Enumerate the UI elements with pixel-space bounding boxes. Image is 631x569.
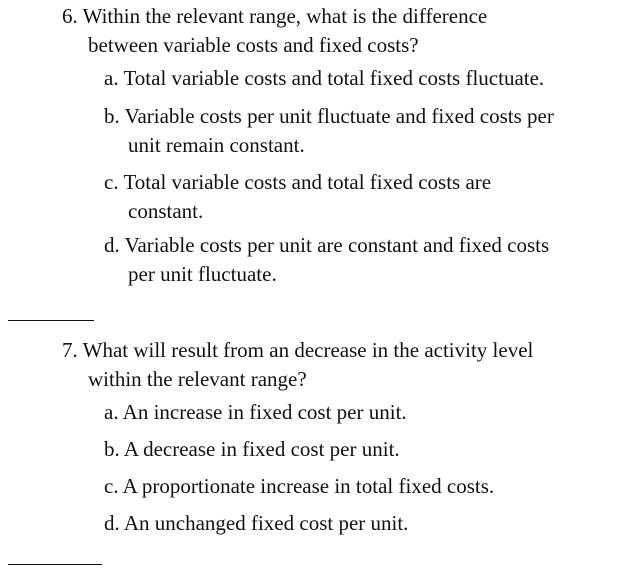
question-6-choice-c-line-2: constant. — [128, 199, 204, 223]
question-6-choice-d-line-2: per unit fluctuate. — [128, 262, 277, 286]
question-6-choice-b-line-1: b. Variable costs per unit fluctuate and fixed costs per — [104, 104, 554, 128]
question-7-choice-a: a. An increase in fixed cost per unit. — [104, 400, 407, 424]
question-6-choice-b-line-2: unit remain constant. — [128, 133, 305, 157]
question-6-choice-c-line-1: c. Total variable costs and total fixed costs are — [104, 170, 492, 194]
question-6-stem-line-2: between variable costs and fixed costs? — [88, 33, 419, 57]
question-6-stem-line-1: 6. Within the relevant range, what is the difference — [62, 4, 488, 28]
answer-blank-6 — [8, 320, 94, 321]
question-6-choice-a: a. Total variable costs and total fixed costs fluctuate. — [104, 66, 545, 90]
question-7-choice-d: d. An unchanged fixed cost per unit. — [104, 511, 409, 535]
question-7-stem-line-1: 7. What will result from an decrease in the activity level — [62, 338, 534, 362]
question-6-choice-d-line-1: d. Variable costs per unit are constant and fixed costs — [104, 233, 550, 257]
answer-blank-7 — [8, 564, 102, 565]
question-7-stem-line-2: within the relevant range? — [88, 367, 307, 391]
question-7-choice-b: b. A decrease in fixed cost per unit. — [104, 437, 400, 461]
question-7-choice-c: c. A proportionate increase in total fixed costs. — [104, 474, 495, 498]
